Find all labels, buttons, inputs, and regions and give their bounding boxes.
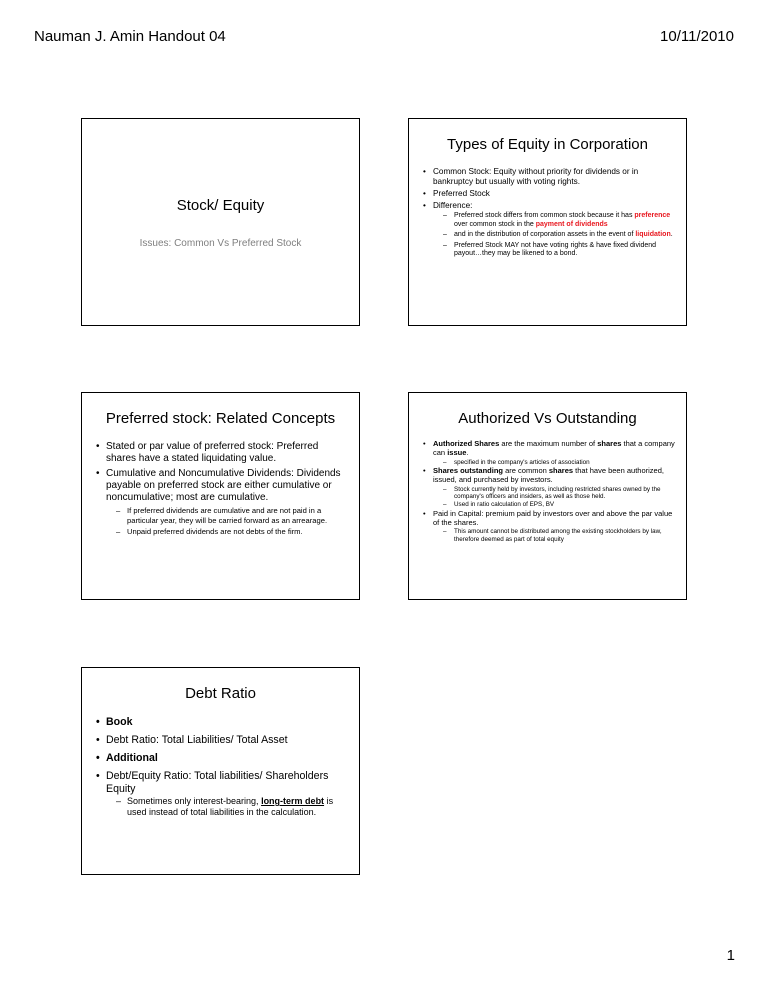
slide-authorized-vs-outstanding [408, 392, 687, 600]
bullet-list [94, 716, 349, 823]
sub-list [106, 796, 349, 818]
bullet-item: • Additional [94, 752, 349, 765]
bullet-item: • Stated or par value of preferred stock: Preferred shares have a stated liquidating value. [94, 441, 345, 465]
bullet-item: • Debt Ratio: Total Liabilities/ Total Asset [94, 734, 349, 747]
bullet-list [421, 167, 676, 261]
slide-title: Types of Equity in Corporation [447, 136, 648, 153]
bullet-item: • Cumulative and Noncumulative Dividends: Dividends payable on preferred stock are either cumulative or noncumulative; most are cumulative. – If preferred dividends are cumulative and are not paid in a particular year, they will be carried forward as an arrearage. – Unpaid preferred dividends are not debts of the firm. [94, 468, 345, 537]
sub-list [433, 212, 676, 259]
slide-title: Preferred stock: Related Concepts [105, 410, 336, 427]
sub-list [106, 506, 345, 537]
sub-list [433, 486, 676, 509]
slide-title: Stock/ Equity [176, 197, 265, 214]
bullet-item: • Book [94, 716, 349, 729]
bullet-list [421, 440, 676, 544]
sub-list [433, 459, 676, 466]
sub-item: – Preferred Stock MAY not have voting rights & have fixed dividend payout…they may be likened to a bond. [433, 242, 676, 259]
slide-stock-equity [81, 118, 360, 326]
slide-subtitle: Issues: Common Vs Preferred Stock [139, 238, 302, 249]
slide-preferred-stock-concepts [81, 392, 360, 600]
sub-item: – Preferred stock differs from common stock because it has preference over common stock in the payment of dividends [433, 212, 676, 229]
page-number: 1 [726, 947, 735, 964]
header-date: 10/11/2010 [660, 28, 734, 45]
bullet-list [94, 441, 345, 540]
bullet-item: • Debt/Equity Ratio: Total liabilities/ Shareholders Equity – Sometimes only interest-bearing, long-term debt is used instead of total liabilities in the calculation. [94, 770, 349, 818]
bullet-item: • Preferred Stock [421, 189, 676, 199]
sub-item: – If preferred dividends are cumulative and are not paid in a particular year, they will be carried forward as an arrearage. [106, 506, 345, 525]
sub-item: – Used in ratio calculation of EPS, BV [433, 501, 676, 508]
sub-item: – Sometimes only interest-bearing, long-term debt is used instead of total liabilities in the calculation. [106, 796, 349, 818]
sub-list [433, 528, 676, 543]
slide-title: Debt Ratio [185, 685, 256, 702]
bullet-item: • Difference: – Preferred stock differs from common stock because it has preference over common stock in the payment of dividends – and in the distribution of corporation assets in the event of liquidation. – Preferred Stock MAY not have voting rights & have fixed dividend payout…they may be likened to a bond. [421, 201, 676, 259]
sub-item: – and in the distribution of corporation assets in the event of liquidation. [433, 231, 676, 240]
sub-item: – Stock currently held by investors, including restricted shares owned by the company's officers and insiders, as well as those held. [433, 486, 676, 501]
sub-item: – This amount cannot be distributed among the existing stockholders by law, therefore deemed as part of total equity [433, 528, 676, 543]
slide-debt-ratio [81, 667, 360, 875]
bullet-item: • Shares outstanding are common shares that have been authorized, issued, and purchased by investors. – Stock currently held by investors, including restricted shares owned by the company's officers and insiders, as well as those held. – Used in ratio calculation of EPS, BV [421, 467, 676, 509]
slide-types-of-equity [408, 118, 687, 326]
sub-item: – specified in the company's articles of association [433, 459, 676, 466]
bullet-item: • Paid in Capital: premium paid by investors over and above the par value of the shares. – This amount cannot be distributed among the existing stockholders by law, therefore deemed as part of total equity [421, 510, 676, 543]
slide-title: Authorized Vs Outstanding [458, 410, 637, 427]
bullet-item: • Authorized Shares are the maximum number of shares that a company can issue. – specified in the company's articles of association [421, 440, 676, 466]
sub-item: – Unpaid preferred dividends are not debts of the firm. [106, 527, 345, 537]
header-left: Nauman J. Amin Handout 04 [34, 28, 226, 45]
bullet-item: • Common Stock: Equity without priority for dividends or in bankruptcy but usually with voting rights. [421, 167, 676, 187]
